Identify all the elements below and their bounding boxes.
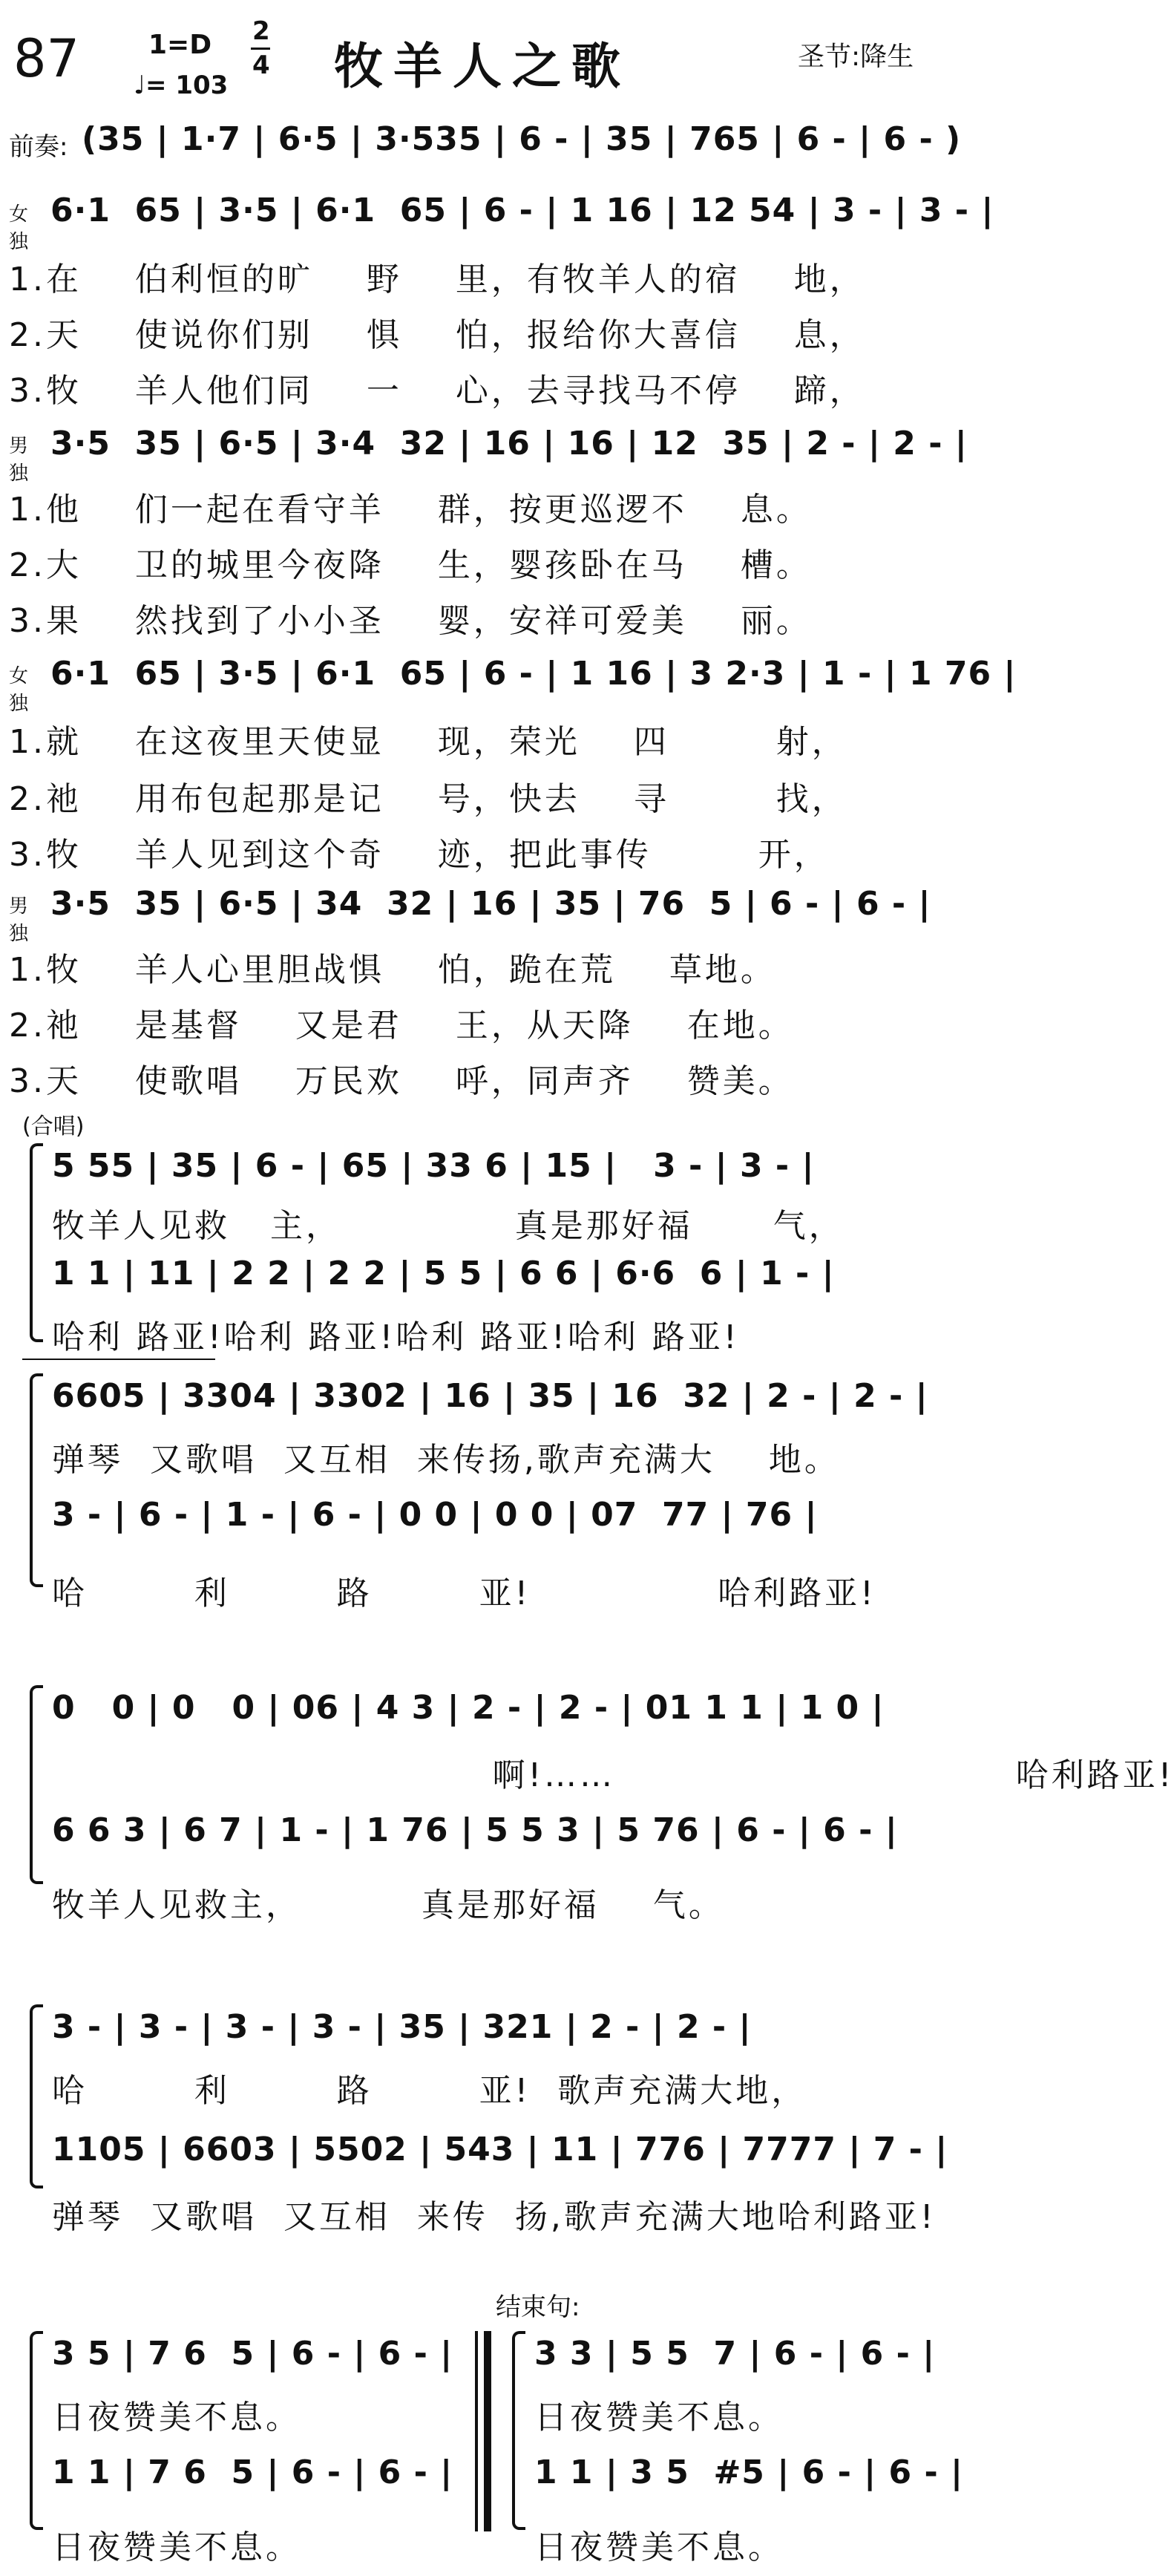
ending-right-upper-lyrics: 日夜赞美不息。 <box>534 2399 784 2436</box>
time-signature-top: 2 <box>252 16 270 46</box>
lyric-line: 2.祂 是基督 又是君 王，从天降 在地。 <box>9 1007 794 1045</box>
final-barline-thick <box>484 2331 491 2531</box>
ending-left-lower-lyrics: 日夜赞美不息。 <box>52 2528 301 2566</box>
ending-left-upper-lyrics: 日夜赞美不息。 <box>52 2399 301 2436</box>
ending-right-lower-lyrics: 日夜赞美不息。 <box>534 2528 784 2566</box>
notation-line: 3·5 35 | 6·5 | 3·4 32 | 16 | 16 | 12 35 | 2 - | 2 - | <box>50 425 968 462</box>
lyric-line: 3.牧 羊人见到这个奇 迹，把此事传 开， <box>9 836 830 874</box>
lyric-line: 1.牧 羊人心里胆战惧 怕，跪在荒 草地。 <box>9 951 776 989</box>
upper-voice-lyrics: 弹琴 又歌唱 又互相 来传扬,歌声充满大 地。 <box>52 1441 840 1479</box>
song-category: 圣节:降生 <box>798 42 914 72</box>
lyric-line: 3.天 使歌唱 万民欢 呼，同声齐 赞美。 <box>9 1062 794 1100</box>
lower-voice-lyrics: 哈 利 路 亚! 哈利路亚! <box>52 1575 876 1612</box>
final-barline-thin <box>475 2331 478 2531</box>
lyric-line: 1.在 伯利恒的旷 野 里，有牧羊人的宿 地， <box>9 261 865 298</box>
lyric-line: 2.祂 用布包起那是记 号，快去 寻 找， <box>9 780 847 818</box>
time-signature-divider <box>251 48 270 50</box>
intro-notes: (35 | 1·7 | 6·5 | 3·535 | 6 - | 35 | 765 | 6 - | 6 - ) <box>82 120 962 158</box>
key-signature: 1=D <box>148 30 212 60</box>
system-bracket <box>30 2004 43 2188</box>
notation-line: 6·1 65 | 3·5 | 6·1 65 | 6 - | 1 16 | 12 54 | 3 - | 3 - | <box>50 192 994 229</box>
lower-voice-lyrics: 哈利 路亚!哈利 路亚!哈利 路亚!哈利 路亚! <box>52 1318 740 1356</box>
system-bracket <box>30 1685 43 1884</box>
ending-label: 结束句: <box>496 2292 580 2322</box>
system-bracket <box>512 2331 525 2530</box>
upper-voice-notes: 5 55 | 35 | 6 - | 65 | 33 6 | 15 | 3 - | 3 - | <box>52 1147 815 1185</box>
lower-voice-lyrics: 弹琴 又歌唱 又互相 来传 扬,歌声充满大地哈利路亚! <box>52 2198 937 2236</box>
lyric-line: 3.果 然找到了小小圣 婴，安祥可爱美 丽。 <box>9 602 812 640</box>
lower-voice-notes: 1105 | 6603 | 5502 | 543 | 11 | 776 | 7777 | 7 - | <box>52 2131 948 2168</box>
lower-voice-lyrics: 牧羊人见救主， 真是那好福 气。 <box>52 1886 724 1924</box>
song-title: 牧羊人之歌 <box>334 38 631 95</box>
system-bracket <box>30 1143 43 1342</box>
ending-left-upper-notes: 3 5 | 7 6 5 | 6 - | 6 - | <box>52 2335 453 2373</box>
upper-voice-notes: 6605 | 3304 | 3302 | 16 | 35 | 16 32 | 2 - | 2 - | <box>52 1377 928 1415</box>
upper-voice-notes: 0 0 | 0 0 | 06 | 4 3 | 2 - | 2 - | 01 1 1 | 1 0 | <box>52 1689 885 1727</box>
part-label: 女独 <box>9 665 29 715</box>
part-label: 男独 <box>9 435 29 485</box>
notation-line: 3·5 35 | 6·5 | 34 32 | 16 | 35 | 76 5 | 6 - | 6 - | <box>50 885 931 923</box>
upper-voice-lyrics: 哈 利 路 亚! 歌声充满大地， <box>52 2072 807 2110</box>
song-number: 87 <box>13 28 80 89</box>
system-bracket <box>30 1373 43 1587</box>
lyric-line: 2.大 卫的城里今夜降 生，婴孩卧在马 槽。 <box>9 546 812 584</box>
lyric-line: 1.他 们一起在看守羊 群，按更巡逻不 息。 <box>9 491 812 529</box>
intro-label: 前奏: <box>9 132 68 162</box>
upper-voice-notes: 3 - | 3 - | 3 - | 3 - | 35 | 321 | 2 - | 2 - | <box>52 2008 752 2046</box>
part-label: 女独 <box>9 203 29 253</box>
lyric-line: 2.天 使说你们别 惧 怕，报给你大喜信 息， <box>9 316 865 354</box>
lyric-line: 3.牧 羊人他们同 一 心，去寻找马不停 蹄， <box>9 372 865 410</box>
lower-voice-notes: 3 - | 6 - | 1 - | 6 - | 0 0 | 0 0 | 07 77 | 76 | <box>52 1496 818 1534</box>
lower-voice-notes: 6 6 3 | 6 7 | 1 - | 1 76 | 5 5 3 | 5 76 | 6 - | 6 - | <box>52 1811 898 1849</box>
lyric-line: 1.就 在这夜里天使显 现，荣光 四 射， <box>9 723 847 761</box>
upper-voice-lyrics: 牧羊人见救 主， 真是那好福 气， <box>52 1207 845 1245</box>
ending-right-upper-notes: 3 3 | 5 5 7 | 6 - | 6 - | <box>534 2335 936 2373</box>
ending-right-lower-notes: 1 1 | 3 5 #5 | 6 - | 6 - | <box>534 2454 964 2491</box>
divider-line <box>22 1359 215 1360</box>
system-bracket <box>30 2331 43 2530</box>
tempo-marking: ♩= 103 <box>134 71 229 100</box>
notation-line: 6·1 65 | 3·5 | 6·1 65 | 6 - | 1 16 | 3 2·3 | 1 - | 1 76 | <box>50 655 1017 693</box>
ending-left-lower-notes: 1 1 | 7 6 5 | 6 - | 6 - | <box>52 2454 453 2491</box>
part-label: 男独 <box>9 895 29 945</box>
lower-voice-notes: 1 1 | 11 | 2 2 | 2 2 | 5 5 | 6 6 | 6·6 6 | 1 - | <box>52 1255 835 1292</box>
chorus-label: (合唱) <box>22 1114 85 1140</box>
time-signature-bottom: 4 <box>252 50 270 80</box>
upper-voice-lyrics: 啊!…… 哈利路亚! <box>52 1756 1174 1794</box>
